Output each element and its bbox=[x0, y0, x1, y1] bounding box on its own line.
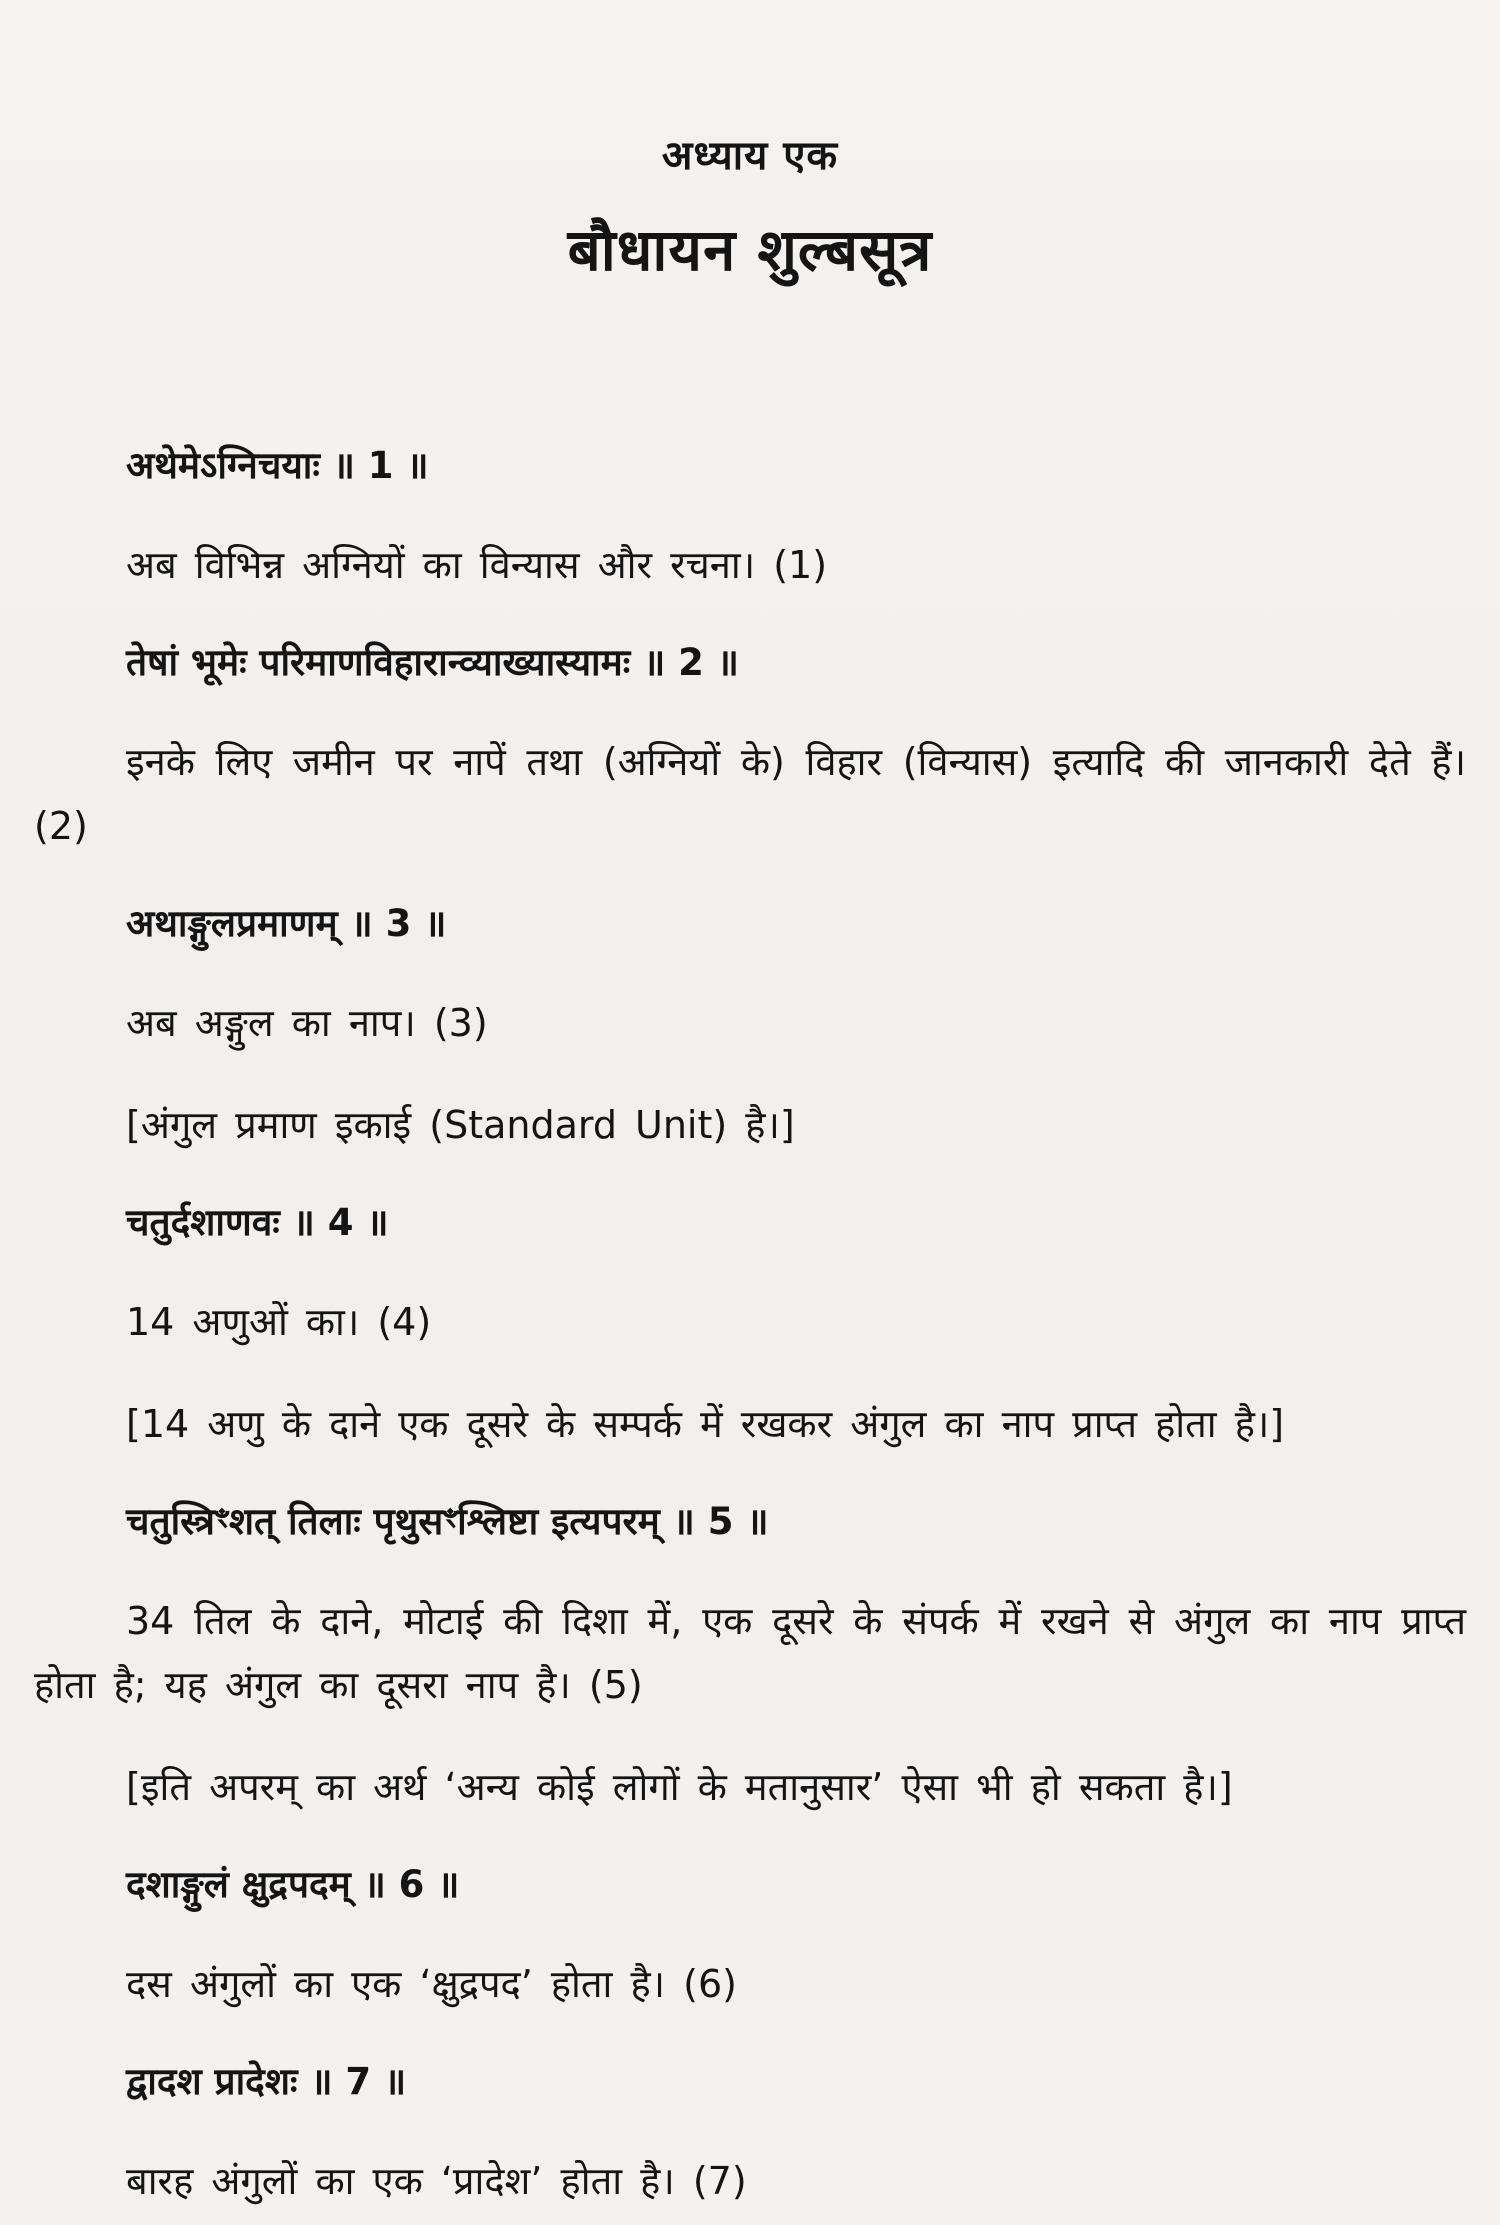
sutra-3: अथाङ्गुलप्रमाणम् ॥ 3 ॥ bbox=[126, 902, 447, 945]
translation-7: बारह अंगुलों का एक ‘प्रादेश’ होता है। (7) bbox=[126, 2159, 747, 2203]
sutra-content bbox=[34, 400, 1466, 2225]
sutra-2: तेषां भूमेः परिमाणविहारान्व्याख्यास्यामः ॥ 2 ॥ bbox=[126, 641, 739, 684]
chapter-heading: अध्याय एक bbox=[661, 133, 839, 179]
translation-1: अब विभिन्न अग्नियों का विन्यास और रचना। (1) bbox=[126, 543, 828, 587]
note-5: [इति अपरम् का अर्थ ‘अन्य कोई लोगों के मतानुसार’ ऐसा भी हो सकता है।] bbox=[126, 1765, 1233, 1809]
translation-3: अब अङ्गुल का नाप। (3) bbox=[126, 1001, 488, 1045]
note-3: [अंगुल प्रमाण इकाई (Standard Unit) है।] bbox=[126, 1103, 795, 1147]
sutra-1: अथेमेऽग्निचयाः ॥ 1 ॥ bbox=[126, 444, 429, 487]
translation-6: दस अंगुलों का एक ‘क्षुद्रपद’ होता है। (6) bbox=[126, 1962, 737, 2006]
sutra-7: द्वादश प्रादेशः ॥ 7 ॥ bbox=[126, 2060, 407, 2103]
note-4: [14 अणु के दाने एक दूसरे के सम्पर्क में रखकर अंगुल का नाप प्राप्त होता है।] bbox=[126, 1402, 1285, 1446]
translation-5: 34 तिल के दाने, मोटाई की दिशा में, एक दूसरे के संपर्क में रखने से अंगुल का नाप प्राप्त होता है; यह अंगुल का दूसरा नाप है। (5) bbox=[34, 1599, 1466, 1707]
sutra-4: चतुर्दशाणवः ॥ 4 ॥ bbox=[126, 1201, 389, 1244]
translation-4: 14 अणुओं का। (4) bbox=[126, 1300, 432, 1344]
translation-2: इनके लिए जमीन पर नापें तथा (अग्नियों के) विहार (विन्यास) इत्यादि की जानकारी देते हैं। (2) bbox=[34, 740, 1466, 848]
sutra-5: चतुस्त्रिꣳशत् तिलाः पृथुसꣳश्लिष्टा इत्यपरम् ॥ 5 ॥ bbox=[126, 1500, 769, 1543]
sutra-6: दशाङ्गुलं क्षुद्रपदम् ॥ 6 ॥ bbox=[126, 1863, 460, 1906]
page-title: बौधायन शुल्बसूत्र bbox=[567, 216, 933, 284]
